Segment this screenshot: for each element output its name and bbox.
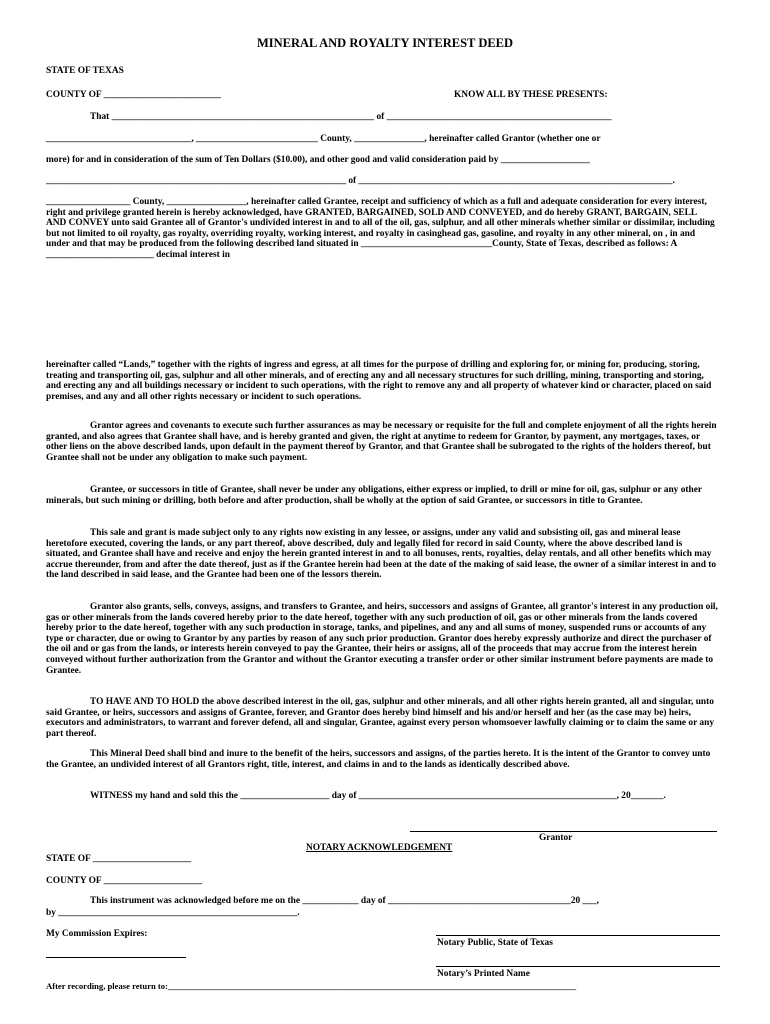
printed-name-label: Notary’s Printed Name xyxy=(437,969,530,979)
obligations-paragraph: Grantee, or successors in title of Grantee, shall never be under any obligations, either express or implied, to drill or mine for oil, gas, sulphur or any other minerals, but such mining or drilling, both before and after production, shall be wholly at the option of said Grantee, or successors in title to Grantee. xyxy=(46,485,702,506)
grantee-of-line: ________________________________________________________________ of ___________________________________________________________________. xyxy=(46,176,675,186)
notary-heading: NOTARY ACKNOWLEDGEMENT xyxy=(306,843,453,853)
by-line: by ___________________________________________________. xyxy=(46,908,300,918)
have-hold-paragraph: TO HAVE AND TO HOLD the above described interest in the oil, gas, sulphur and other minerals, and all other rights herein granted, all and singular, unto said Grantee, or heirs, successors and assigns of Grantee, forever, and Grantor does hereby bind himself and his and/or herself and her (as the case may be) heirs, executors and administrators, to warrant and forever defend, all and singular, Grantee, against every person whomsoever lawfully claiming or to claim the same or any part thereof. xyxy=(46,697,715,739)
commission-expires: My Commission Expires: xyxy=(46,929,148,939)
covenants-paragraph: Grantor agrees and covenants to execute such further assurances as may be necessary or requisite for the full and complete enjoyment of all the rights herein granted, and also agrees that Grantee shall have, and is hereby granted and given, the right at anytime to redeem for Grantor, by payment, any mortgages, taxes, or other liens on the above described lands, upon default in the payment thereof by Grantor, and that Grantee shall be subrogated to the rights of the holders thereof, but Grantee shall not be under any obligation to make such payment. xyxy=(46,421,717,463)
county-of-line: COUNTY OF _________________________ xyxy=(46,90,221,100)
lands-paragraph: hereinafter called “Lands,” together with the rights of ingress and egress, at all times for the purpose of drilling and exploring for, or mining for, producing, storing, treating and transporting oil, gas, sulphur and all other minerals, and of erecting any and all necessary structures for such drilling, mining, transporting and storing, and erecting any and all buildings necessary or incident to such operations, with the right to remove any and all property of whatever kind or character, placed on said premises, and any and all other rights necessary or incident to such operations. xyxy=(46,360,712,402)
document-title: MINERAL AND ROYALTY INTEREST DEED xyxy=(256,36,514,50)
return-to-line: After recording, please return to:_______________________________________________________________________________________________ xyxy=(46,981,577,991)
that-line: That ________________________________________________________ of ________________________________________________ xyxy=(90,112,612,122)
witness-line: WITNESS my hand and sold this the ___________________ day of _______________________________________________________, 20_______. xyxy=(90,791,666,801)
consideration-line: more) for and in consideration of the sum of Ten Dollars ($10.00), and other good and valid consideration paid by ___________________ xyxy=(46,155,590,165)
grantor-signature-line xyxy=(410,831,717,832)
county-grantor-line: _______________________________, __________________________ County, _______________, hereinafter called Grantor (whether one or xyxy=(46,134,601,144)
grantor-label: Grantor xyxy=(539,833,573,843)
bind-paragraph: This Mineral Deed shall bind and inure to the benefit of the heirs, successors and assigns, of the parties hereto. It is the intent of the Grantor to convey unto the Grantee, an undivided interest of all Grantors right, title, interest, and claims in and to the lands as identically described above. xyxy=(46,749,711,770)
know-all-heading: KNOW ALL BY THESE PRESENTS: xyxy=(454,90,608,100)
sale-paragraph: This sale and grant is made subject only to any rights now existing in any lessee, or assigns, under any valid and subsisting oil, gas and mineral lease heretofore executed, covering the lands, or any part thereof, above described, duly and legally filed for record in said County, where the above described land is situated, and Grantee shall have and receive and enjoy the herein granted interest in and to all bonuses, rents, royalties, delay rentals, and all other benefits which may accrue thereunder, from and after the date thereof, just as if the Grantee herein had been at the date of the making of said lease, the owner of a similar interest in and to the land described in said lease, and the Grantee had been one of the lessors therein. xyxy=(46,528,717,581)
notary-signature-line xyxy=(436,935,720,936)
acknowledged-line: This instrument was acknowledged before me on the ____________ day of _______________________________________20 ___, xyxy=(90,896,599,906)
grant-paragraph: __________________ County, _________________, hereinafter called Grantee, receipt and sufficiency of which as a full and adequate consideration for every interest, right and privilege granted herein is hereby acknowledged, have GRANTED, BARGAINED, SOLD AND CONVEYED, and do hereby GRANT, BARGAIN, SELL AND CONVEY unto said Grantee all of Grantor's undivided interest in and to all of the oil, gas, sulphur, and all other minerals whether similar or dissimilar, including but not limited to oil royalty, gas royalty, overriding royalty, working interest, and royalty in casinghead gas, gasoline, and royalty in any other mineral, on , in and under and that may be produced from the following described land situated in ____________________________County, State of Texas, described as follows: A _______________________ decimal interest in xyxy=(46,197,715,260)
commission-date-line xyxy=(46,957,186,958)
printed-name-line xyxy=(436,966,720,967)
notary-state-line: STATE OF _____________________ xyxy=(46,854,192,864)
state-of-texas: STATE OF TEXAS xyxy=(46,66,124,76)
notary-county-line: COUNTY OF _____________________ xyxy=(46,876,203,886)
production-paragraph: Grantor also grants, sells, conveys, assigns, and transfers to Grantee, and heirs, successors and assigns of Grantee, all grantor's interest in any production oil, gas or other minerals from the lands covered hereby prior to the date hereof, together with any such production of oil, gas or other minerals from the lands covered hereby prior to the date hereof, together with any such production in storage, tanks, and pipelines, and any and all sums of money, suspended runs or accounts of any type or character, due or owing to Grantor by any parties by reason of any such prior production. Grantor does hereby expressly authorize and direct the purchaser of the oil and or gas from the lands, or interests herein conveyed to pay the Grantee, their heirs or assigns, all of the proceeds that may accrue from the interest herein conveyed without further authorization from the Grantor and without the Grantor executing a transfer order or other similar instrument before payments are made to Grantee. xyxy=(46,602,718,676)
notary-public-label: Notary Public, State of Texas xyxy=(437,938,553,948)
